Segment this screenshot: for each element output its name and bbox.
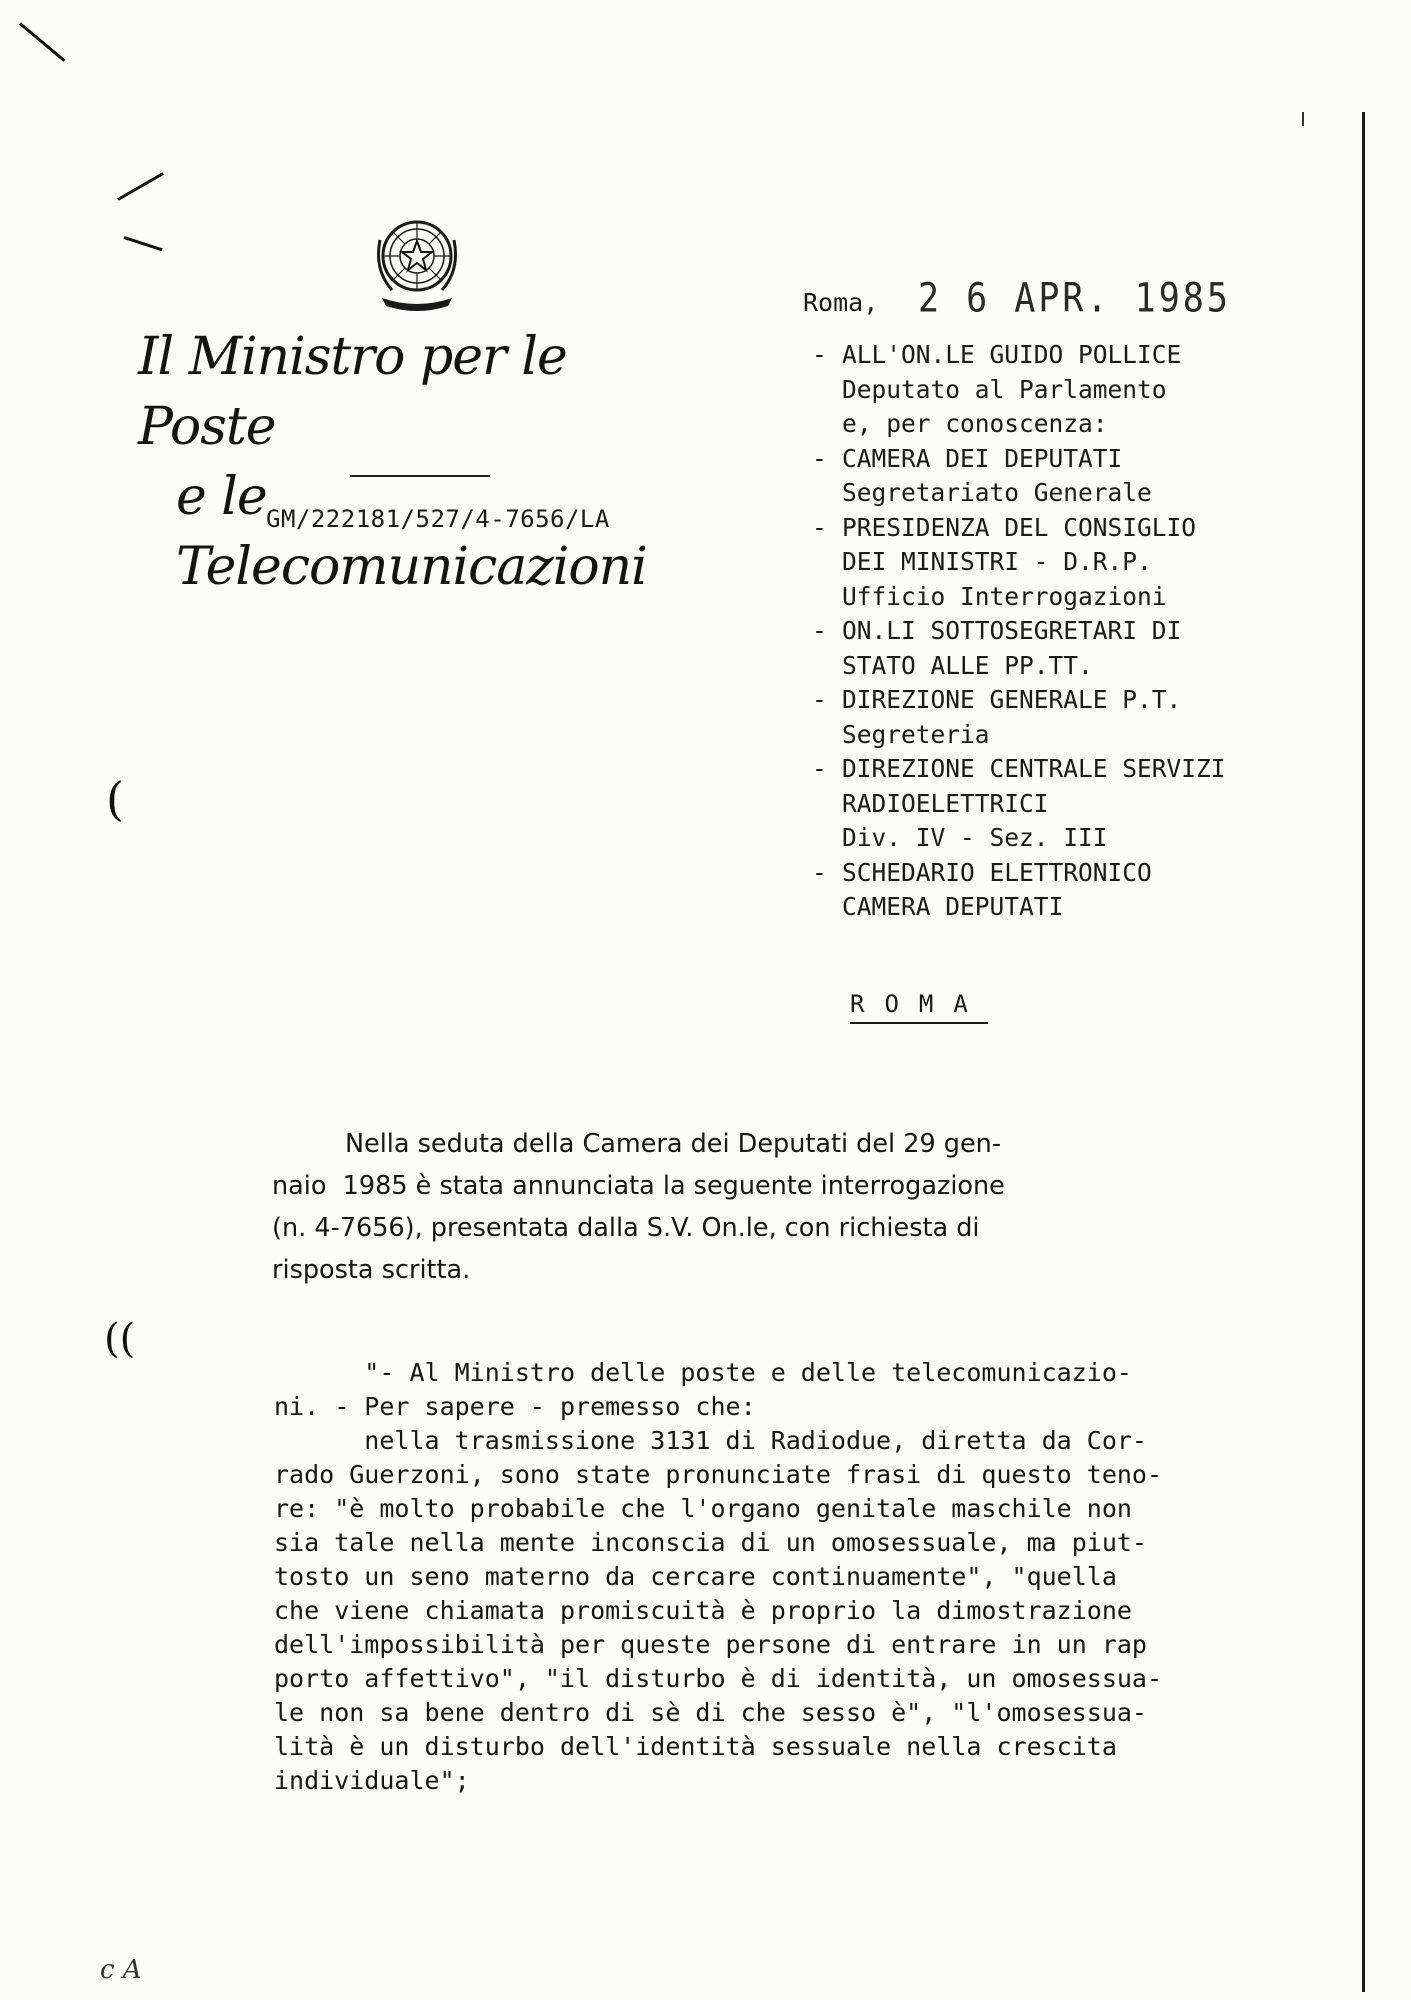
republic-emblem-icon <box>370 210 464 314</box>
quote-line: dell'impossibilità per queste persone di entrare in un rap <box>274 1630 1147 1659</box>
margin-bracket: (( <box>104 1316 136 1362</box>
list-dash: - <box>812 616 827 645</box>
body-line: risposta scritta. <box>272 1255 471 1285</box>
protocol-number: GM/222181/527/4-7656/LA <box>266 505 610 533</box>
quote-line: porto affettivo", "il disturbo è di identità, un omosessua- <box>274 1664 1163 1693</box>
date-stamp: 2 6 APR. 1985 <box>918 276 1231 322</box>
addressee-block <box>812 338 1332 925</box>
ministry-line-1: Il Ministro per le Poste <box>138 327 567 457</box>
cc-recipient-line: STATO ALLE PP.TT. <box>842 650 1093 680</box>
cc-label: e, per conoscenza: <box>842 409 1108 438</box>
body-line: naio 1985 è stata annunciata la seguente interrogazione <box>272 1171 1005 1201</box>
quote-line: nella trasmissione 3131 di Radiodue, diretta da Cor- <box>274 1426 1147 1455</box>
quote-line: "- Al Ministro delle poste e delle telecomunicazio- <box>274 1358 1132 1387</box>
cc-recipient-line: CAMERA DEPUTATI <box>842 892 1064 921</box>
ministry-line-2: e le Telecomunicazioni <box>176 467 647 597</box>
body-line: (n. 4-7656), presentata dalla S.V. On.le, con richiesta di <box>272 1213 980 1243</box>
quote-line: le non sa bene dentro di sè di che sesso è", "l'omosessua- <box>274 1698 1147 1727</box>
ministry-letterhead <box>138 322 698 602</box>
intro-paragraph <box>272 1123 1252 1291</box>
cc-recipient-line: DIREZIONE CENTRALE SERVIZI <box>842 754 1226 783</box>
cc-recipient-item <box>812 442 1332 511</box>
quote-line: rado Guerzoni, sono state pronunciate frasi di questo teno- <box>274 1460 1163 1489</box>
margin-slash-mark <box>124 236 163 251</box>
cc-recipient-item <box>812 856 1332 925</box>
list-dash: - <box>812 443 827 473</box>
quote-line: sia tale nella mente inconscia di un omosessuale, ma piut- <box>274 1528 1147 1557</box>
quote-line: individuale"; <box>274 1766 470 1795</box>
addressee-item <box>812 338 1332 407</box>
cc-recipient-item <box>812 614 1332 683</box>
list-dash: - <box>812 512 827 542</box>
margin-slash-mark <box>117 172 164 201</box>
quoted-interrogation <box>274 1356 1254 1798</box>
bottom-handwritten-note: c A <box>100 1955 142 1985</box>
cc-recipient-line: Ufficio Interrogazioni <box>842 581 1167 611</box>
cc-recipient-line: DIREZIONE GENERALE P.T. <box>842 685 1182 714</box>
cc-recipient-line: Segretariato Generale <box>842 478 1152 507</box>
quote-line: re: "è molto probabile che l'organo genitale maschile non <box>274 1494 1132 1523</box>
cc-recipient-line: PRESIDENZA DEL CONSIGLIO <box>842 512 1197 542</box>
cc-recipient-line: CAMERA DEI DEPUTATI <box>842 443 1123 473</box>
quote-line: tosto un seno materno da cercare continuamente", "quella <box>274 1562 1117 1591</box>
cc-recipient-line: RADIOELETTRICI <box>842 788 1049 818</box>
city-label: ROMA <box>850 990 988 1024</box>
margin-slash-mark <box>19 22 65 62</box>
scan-edge-line <box>1362 112 1365 1992</box>
margin-bracket: ( <box>106 772 124 826</box>
cc-recipient-line: ON.LI SOTTOSEGRETARI DI <box>842 616 1182 645</box>
addressee-line: ALL'ON.LE GUIDO POLLICE <box>842 340 1182 369</box>
body-line: Nella seduta della Camera dei Deputati del 29 gen- <box>272 1129 1002 1159</box>
quote-line: lità è un disturbo dell'identità sessuale nella crescita <box>274 1732 1117 1761</box>
quote-line: che viene chiamata promiscuità è proprio la dimostrazione <box>274 1596 1132 1625</box>
cc-recipient-line: Div. IV - Sez. III <box>842 823 1108 852</box>
cc-recipient-line: Segreteria <box>842 719 990 749</box>
cc-recipient-line: DEI MINISTRI - D.R.P. <box>842 547 1152 576</box>
cc-recipient-item <box>812 752 1332 856</box>
list-dash: - <box>812 857 827 887</box>
list-dash: - <box>812 340 827 369</box>
cc-recipient-item <box>812 683 1332 752</box>
letterhead-rule <box>350 475 490 477</box>
scan-edge-tick <box>1302 112 1304 126</box>
list-dash: - <box>812 685 827 714</box>
addressee-line: Deputato al Parlamento <box>842 374 1167 404</box>
quote-line: ni. - Per sapere - premesso che: <box>274 1392 756 1421</box>
cc-recipient-line: SCHEDARIO ELETTRONICO <box>842 857 1152 887</box>
date-label: Roma, <box>803 288 879 317</box>
list-dash: - <box>812 754 827 783</box>
cc-recipient-item <box>812 511 1332 615</box>
